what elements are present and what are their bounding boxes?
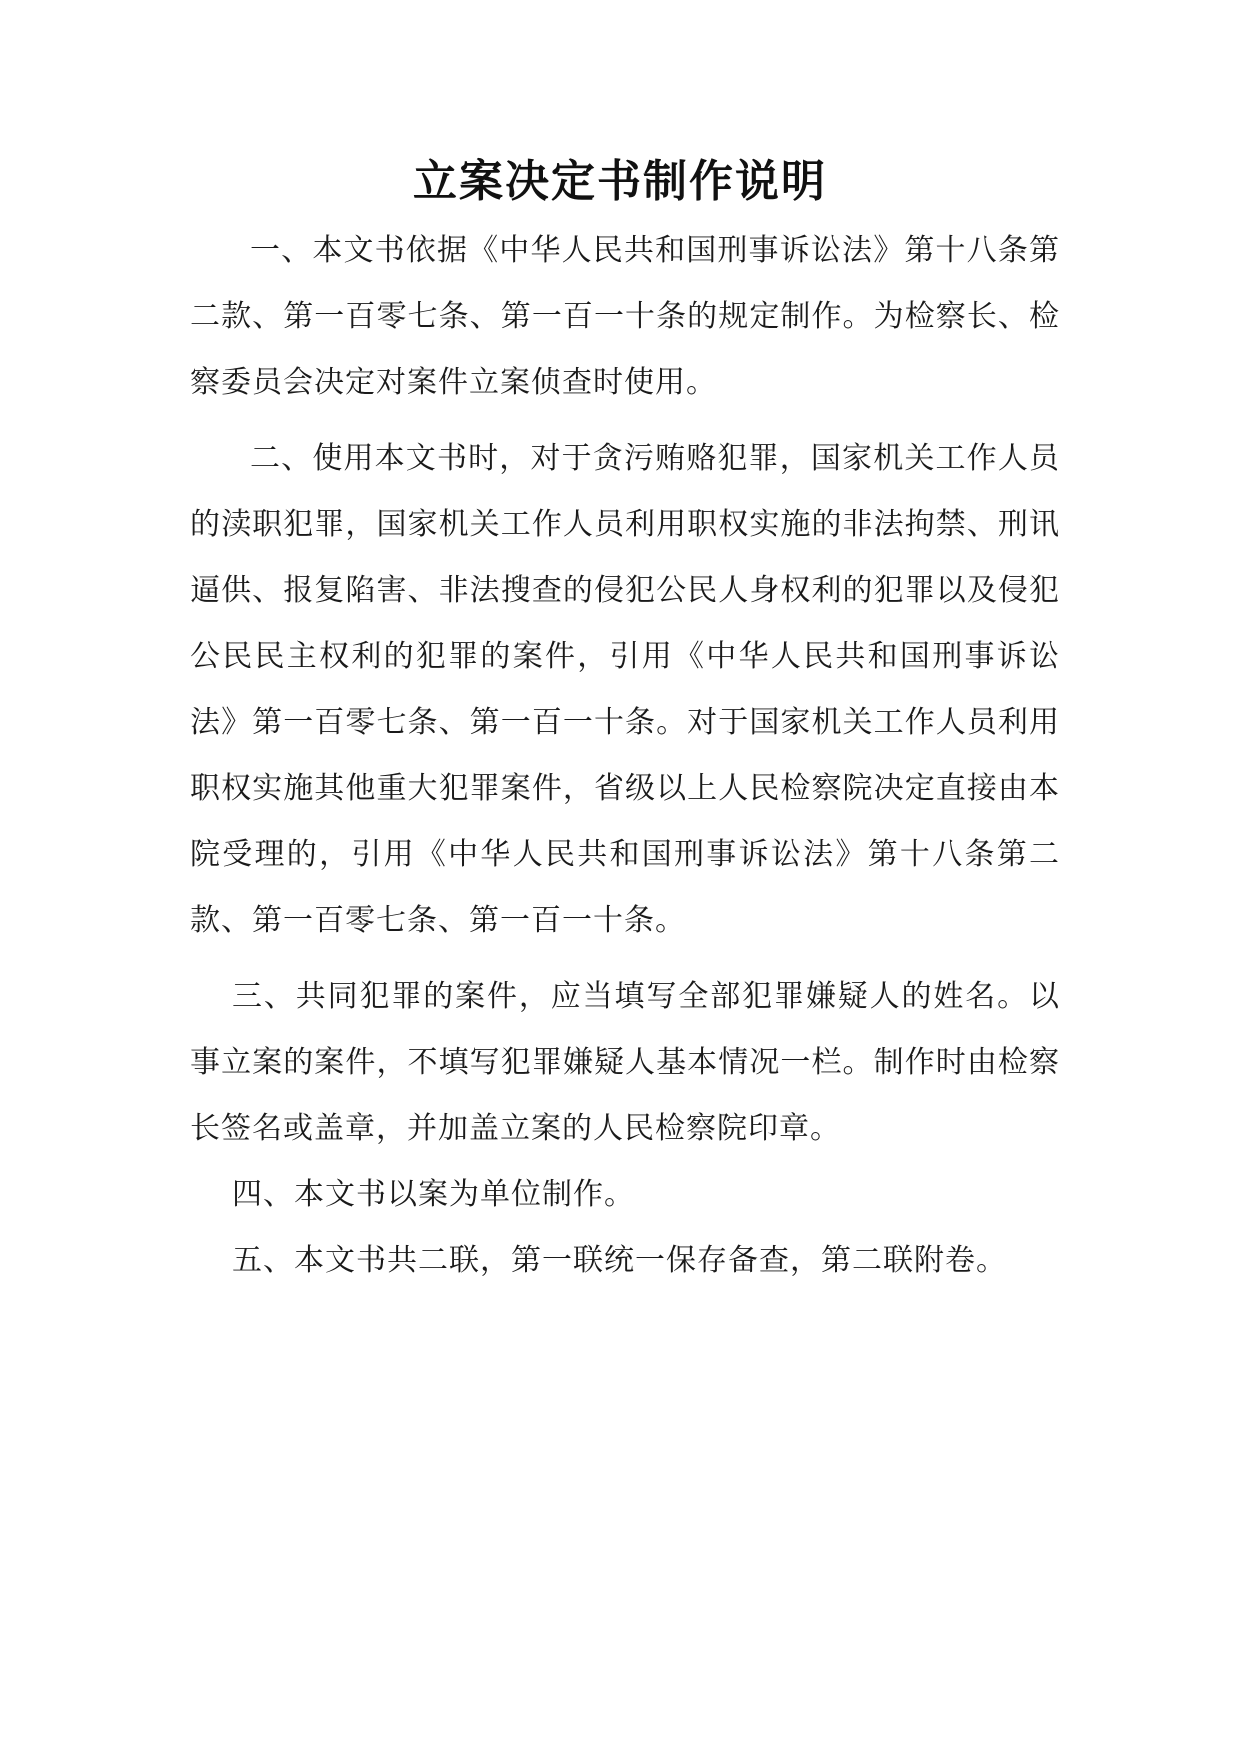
paragraph-1: 一、本文书依据《中华人民共和国刑事诉讼法》第十八条第二款、第一百零七条、第一百一十条的规定制作。为检察长、检察委员会决定对案件立案侦查时使用。	[190, 233, 1060, 400]
document-title: 立案决定书制作说明	[413, 156, 827, 207]
paragraph-5: 五、本文书共二联，第一联统一保存备查，第二联附卷。	[232, 1243, 1007, 1278]
paragraph-3: 三、共同犯罪的案件，应当填写全部犯罪嫌疑人的姓名。以事立案的案件，不填写犯罪嫌疑人基本情况一栏。制作时由检察长签名或盖章，并加盖立案的人民检察院印章。	[190, 979, 1060, 1146]
document-body	[190, 218, 1060, 1294]
paragraph-2: 二、使用本文书时，对于贪污贿赂犯罪，国家机关工作人员的渎职犯罪，国家机关工作人员利用职权实施的非法拘禁、刑讯逼供、报复陷害、非法搜查的侵犯公民人身权利的犯罪以及侵犯公民民主权利的犯罪的案件，引用《中华人民共和国刑事诉讼法》第一百零七条、第一百一十条。对于国家机关工作人员利用职权实施其他重大犯罪案件，省级以上人民检察院决定直接由本院受理的，引用《中华人民共和国刑事诉讼法》第十八条第二款、第一百零七条、第一百一十条。	[190, 441, 1060, 938]
paragraph-4: 四、本文书以案为单位制作。	[232, 1177, 635, 1212]
